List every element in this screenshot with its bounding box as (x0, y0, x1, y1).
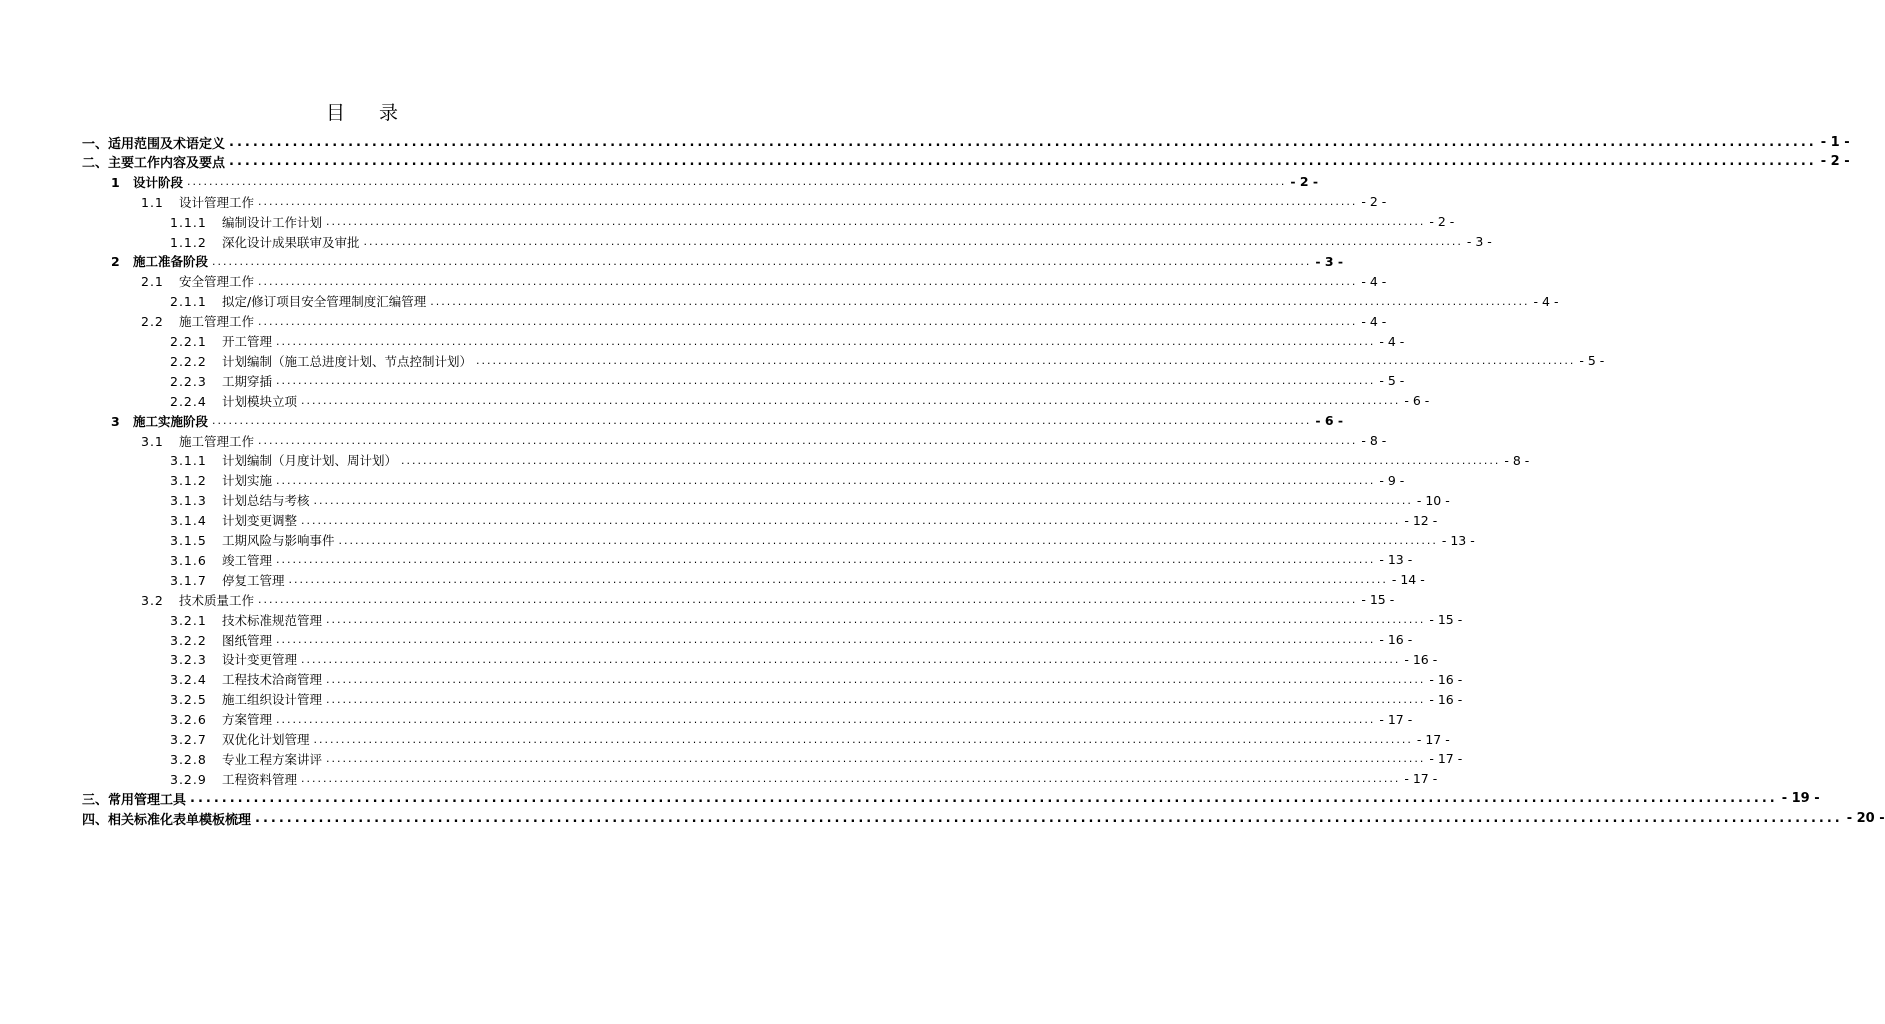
toc-leader-dots: ........................................................................................................................................................................................................ (301, 772, 1401, 786)
toc-entry-label: 技术质量工作 (179, 592, 255, 608)
toc-entry-title (170, 392, 297, 410)
toc-entry[interactable] (170, 630, 1413, 650)
toc-entry[interactable] (82, 132, 1850, 152)
toc-entry-label: 编制设计工作计划 (222, 214, 323, 230)
toc-entry-title (170, 611, 322, 629)
toc-entry[interactable] (170, 709, 1413, 729)
toc-leader-dots: ........................................................................................................................................................................................................ (301, 513, 1401, 527)
toc-leader-dots: ........................................................................................................................................................................................................ (276, 553, 1376, 567)
toc-leader-dots: ........................................................................................................................................................................................................ (229, 154, 1817, 170)
toc-entry-number: 3.2.6 (170, 712, 207, 728)
toc-entry-label: 一、适用范围及术语定义 (82, 136, 226, 152)
toc-entry-page: - 5 - (1579, 353, 1605, 369)
toc-entry-label: 工程资料管理 (222, 771, 298, 787)
toc-entry-number: 3.1.4 (170, 513, 207, 529)
toc-entry-number: 1.1 (141, 194, 164, 210)
toc-entry-label: 工期风险与影响事件 (222, 533, 335, 548)
toc-entry[interactable] (170, 371, 1405, 391)
toc-entry[interactable] (141, 192, 1387, 212)
toc-entry-number: 3.1.5 (170, 533, 207, 548)
toc-entry[interactable] (111, 411, 1344, 431)
toc-entry-title (111, 412, 208, 430)
toc-entry-number: 3.2.8 (170, 751, 207, 767)
toc-entry-title (82, 133, 225, 152)
toc-entry-label: 三、常用管理工具 (82, 793, 187, 809)
toc-leader-dots: ........................................................................................................................................................................................................ (326, 672, 1426, 686)
toc-entry-label: 工程技术洽商管理 (222, 672, 323, 688)
toc-entry-title (170, 451, 397, 469)
toc-entry-page: - 15 - (1361, 592, 1395, 608)
toc-entry-title (141, 591, 254, 609)
toc-entry-page: - 19 - (1781, 791, 1820, 807)
toc-entry-page: - 2 - (1290, 174, 1319, 190)
toc-entry[interactable] (170, 669, 1463, 689)
toc-leader-dots: ........................................................................................................................................................................................................ (276, 374, 1376, 388)
toc-entry-title (170, 213, 322, 231)
toc-leader-dots: ........................................................................................................................................................................................................ (276, 712, 1376, 726)
toc-entry-title (170, 730, 310, 748)
toc-entry-title (170, 571, 285, 589)
toc-entry-page: - 9 - (1379, 472, 1405, 488)
toc-entry[interactable] (141, 431, 1387, 451)
toc-entry[interactable] (170, 490, 1450, 510)
toc-entry[interactable] (170, 212, 1455, 232)
toc-leader-dots: ........................................................................................................................................................................................................ (326, 215, 1426, 229)
toc-entry[interactable] (170, 649, 1438, 669)
toc-entry-title (82, 809, 251, 828)
toc-entry-number: 2.2.1 (170, 334, 207, 349)
toc-entry[interactable] (170, 550, 1413, 570)
toc-entry-page: - 10 - (1416, 492, 1450, 508)
toc-entry[interactable] (82, 152, 1850, 172)
toc-entry-page: - 15 - (1429, 612, 1463, 628)
toc-entry[interactable] (170, 510, 1438, 530)
toc-entry-label: 施工实施阶段 (133, 413, 209, 429)
toc-entry-number: 1 (111, 174, 120, 190)
toc-entry-title (141, 312, 254, 330)
toc-entry-title (170, 511, 297, 529)
toc-entry-label: 深化设计成果联审及审批 (222, 234, 360, 250)
toc-leader-dots: ........................................................................................................................................................................................................ (288, 573, 1388, 587)
toc-entry-label: 设计管理工作 (179, 194, 255, 210)
toc-entry[interactable] (82, 809, 1885, 829)
toc-leader-dots: ........................................................................................................................................................................................................ (301, 394, 1401, 408)
toc-leader-dots: ........................................................................................................................................................................................................ (326, 692, 1426, 706)
toc-leader-dots: ........................................................................................................................................................................................................ (255, 811, 1843, 827)
toc-entry-number: 3.2.4 (170, 672, 207, 688)
toc-entry[interactable] (170, 391, 1430, 411)
toc-entry-number: 3.2.1 (170, 612, 207, 628)
toc-leader-dots: ........................................................................................................................................................................................................ (212, 414, 1312, 428)
toc-entry-page: - 2 - (1361, 194, 1387, 210)
toc-leader-dots: ........................................................................................................................................................................................................ (258, 274, 1358, 288)
toc-entry-label: 计划变更调整 (222, 513, 298, 529)
toc-entry-title (170, 332, 272, 350)
toc-entry[interactable] (111, 172, 1319, 192)
toc-entry-page: - 12 - (1404, 512, 1438, 528)
toc-entry-page: - 1 - (1820, 134, 1850, 150)
toc-entry-title (141, 193, 254, 211)
toc-entry-title (170, 690, 322, 708)
toc-entry-number: 1.1.1 (170, 214, 207, 230)
toc-entry-title (111, 173, 183, 191)
toc-entry[interactable] (170, 232, 1492, 252)
toc-entry[interactable] (82, 789, 1820, 809)
toc-entry[interactable] (141, 590, 1395, 610)
toc-leader-dots: ........................................................................................................................................................................................................ (363, 235, 1463, 248)
toc-entry-page: - 8 - (1504, 452, 1530, 468)
toc-entry-page: - 16 - (1404, 651, 1438, 667)
toc-entry[interactable] (170, 331, 1405, 351)
toc-leader-dots: ........................................................................................................................................................................................................ (276, 334, 1376, 348)
toc-leader-dots: ........................................................................................................................................................................................................ (313, 493, 1413, 507)
toc-entry-label: 设计阶段 (133, 174, 184, 190)
toc-leader-dots: ........................................................................................................................................................................................................ (276, 473, 1376, 487)
toc-entry[interactable] (170, 689, 1463, 709)
toc-entry-title (170, 650, 297, 668)
toc-leader-dots: ........................................................................................................................................................................................................ (212, 254, 1312, 268)
toc-entry-label: 施工管理工作 (179, 433, 255, 449)
toc-leader-dots: ........................................................................................................................................................................................................ (338, 533, 1438, 547)
toc-entry[interactable] (170, 291, 1559, 311)
toc-entry-page: - 17 - (1429, 751, 1463, 767)
toc-entry-number: 2.1 (141, 274, 164, 290)
toc-entry-number: 3.1 (141, 433, 164, 449)
toc-entry-page: - 17 - (1404, 771, 1438, 787)
toc-leader-dots: ........................................................................................................................................................................................................ (258, 593, 1358, 607)
toc-entry-page: - 20 - (1846, 811, 1885, 827)
toc-entry-number: 3.2.2 (170, 632, 207, 648)
toc-entry-number: 3.1.2 (170, 473, 207, 489)
toc-entry-label: 计划实施 (222, 473, 273, 489)
toc-entry-number: 2.2 (141, 314, 164, 330)
toc-entry[interactable] (170, 729, 1450, 749)
toc-entry-number: 2.1.1 (170, 294, 207, 310)
toc-entry[interactable] (170, 351, 1605, 371)
toc-entry-label: 施工组织设计管理 (222, 692, 323, 708)
toc-entry-label: 二、主要工作内容及要点 (82, 156, 226, 172)
toc-entry-page: - 17 - (1379, 711, 1413, 727)
page-title: 目 录 (325, 102, 413, 124)
toc-entry-title (170, 372, 272, 390)
toc-entry[interactable] (170, 769, 1438, 789)
toc-entry-number: 2.2.4 (170, 393, 207, 409)
toc-entry[interactable] (170, 610, 1463, 630)
toc-leader-dots: ........................................................................................................................................................................................................ (276, 633, 1376, 646)
toc-entry-number: 2.2.2 (170, 353, 207, 369)
toc-leader-dots: ........................................................................................................................................................................................................ (476, 354, 1576, 368)
toc-entry-title (170, 670, 322, 688)
toc-entry-page: - 3 - (1315, 253, 1344, 269)
toc-entry-page: - 6 - (1315, 413, 1344, 429)
toc-entry-page: - 4 - (1379, 333, 1405, 349)
toc-entry-title (170, 631, 272, 649)
toc-entry-label: 四、相关标准化表单模板梳理 (82, 813, 252, 829)
toc-entry-title (170, 551, 272, 569)
toc-entry-label: 开工管理 (222, 334, 273, 349)
toc-leader-dots: ........................................................................................................................................................................................................ (301, 652, 1401, 666)
toc-leader-dots: ........................................................................................................................................................................................................ (190, 791, 1778, 807)
toc-entry-title (82, 789, 186, 808)
toc-entry-label: 计划编制（施工总进度计划、节点控制计划） (222, 353, 473, 369)
toc-leader-dots: ........................................................................................................................................................................................................ (258, 195, 1358, 209)
toc-entry-label: 施工准备阶段 (133, 254, 209, 270)
toc-entry-title (170, 471, 272, 489)
toc-entry-number: 3.2.7 (170, 732, 207, 747)
toc-entry-label: 安全管理工作 (179, 274, 255, 290)
toc-entry-page: - 13 - (1379, 552, 1413, 568)
toc-entry-label: 停复工管理 (222, 572, 285, 588)
toc-entry[interactable] (170, 530, 1475, 550)
toc-entry-number: 2.2.3 (170, 373, 207, 389)
toc-leader-dots: ........................................................................................................................................................................................................ (326, 613, 1426, 627)
toc-entry[interactable] (141, 311, 1387, 331)
toc-entry-number: 3.1.6 (170, 552, 207, 568)
toc-entry-label: 技术标准规范管理 (222, 612, 323, 628)
toc-entry-title (141, 272, 254, 290)
toc-entry-number: 3.1.1 (170, 453, 207, 469)
toc-entry-title (170, 491, 310, 509)
toc-entry-title (170, 710, 272, 728)
toc-leader-dots: ........................................................................................................................................................................................................ (258, 434, 1358, 447)
toc-entry-label: 双优化计划管理 (222, 732, 310, 747)
toc-leader-dots: ........................................................................................................................................................................................................ (258, 314, 1358, 328)
toc-entry-number: 3.2.9 (170, 771, 207, 787)
toc-leader-dots: ........................................................................................................................................................................................................ (187, 175, 1287, 189)
toc-entry-title (170, 770, 297, 788)
toc-entry-title (170, 750, 322, 768)
toc-entry-page: - 13 - (1441, 532, 1475, 548)
toc-entry-label: 专业工程方案讲评 (222, 751, 323, 767)
toc-entry-page: - 8 - (1361, 433, 1387, 448)
toc-entry-title (82, 152, 225, 171)
toc-entry[interactable] (141, 271, 1387, 291)
toc-entry[interactable] (170, 470, 1405, 490)
toc-entry-page: - 16 - (1429, 671, 1463, 687)
toc-entry-page: - 17 - (1416, 731, 1450, 747)
toc-entry-number: 3.2 (141, 592, 164, 608)
toc-entry-label: 计划编制（月度计划、周计划） (222, 453, 398, 469)
toc-entry-page: - 2 - (1429, 214, 1455, 230)
toc-entry-title (141, 432, 254, 450)
toc-entry-title (170, 233, 360, 251)
toc-entry-label: 计划总结与考核 (222, 493, 310, 509)
toc-entry-label: 拟定/修订项目安全管理制度汇编管理 (222, 294, 427, 310)
toc-entry-page: - 16 - (1379, 632, 1413, 647)
toc-entry-number: 3.2.3 (170, 652, 207, 668)
toc-entry-label: 工期穿插 (222, 373, 273, 389)
toc-leader-dots: ........................................................................................................................................................................................................ (401, 453, 1501, 467)
toc-entry-title (111, 252, 208, 270)
toc-entry-label: 图纸管理 (222, 632, 273, 648)
toc-entry-page: - 4 - (1361, 313, 1387, 329)
toc-entry[interactable] (170, 570, 1425, 590)
toc-entry-page: - 14 - (1391, 572, 1425, 588)
toc-entry-page: - 4 - (1361, 273, 1387, 289)
toc-entry-page: - 16 - (1429, 691, 1463, 707)
toc-leader-dots: ........................................................................................................................................................................................................ (430, 294, 1530, 308)
toc-entry-number: 3.2.5 (170, 692, 207, 708)
toc-leader-dots: ........................................................................................................................................................................................................ (313, 732, 1413, 746)
toc-entry-page: - 5 - (1379, 373, 1405, 389)
toc-entry-page: - 4 - (1533, 293, 1559, 309)
toc-leader-dots: ........................................................................................................................................................................................................ (326, 752, 1426, 766)
toc-entry-number: 1.1.2 (170, 234, 207, 250)
toc-entry[interactable] (170, 450, 1530, 470)
toc-entry[interactable] (111, 251, 1344, 271)
toc-entry-page: - 6 - (1404, 393, 1430, 409)
toc-entry-title (170, 352, 472, 370)
toc-entry-label: 施工管理工作 (179, 314, 255, 330)
toc-entry-label: 计划模块立项 (222, 393, 298, 409)
toc-entry-label: 竣工管理 (222, 552, 273, 568)
toc-entry-label: 设计变更管理 (222, 652, 298, 668)
toc-entry-number: 2 (111, 254, 120, 270)
toc-entry-label: 方案管理 (222, 712, 273, 728)
toc-entry[interactable] (170, 749, 1463, 769)
toc-entry-page: - 3 - (1466, 234, 1492, 249)
toc-entry-number: 3.1.7 (170, 572, 207, 588)
toc-entry-title (170, 531, 335, 549)
toc-leader-dots: ........................................................................................................................................................................................................ (229, 134, 1817, 150)
toc-entry-number: 3.1.3 (170, 493, 207, 509)
toc-entry-title (170, 292, 426, 310)
toc-entry-page: - 2 - (1820, 154, 1850, 170)
toc-entry-number: 3 (111, 413, 120, 429)
